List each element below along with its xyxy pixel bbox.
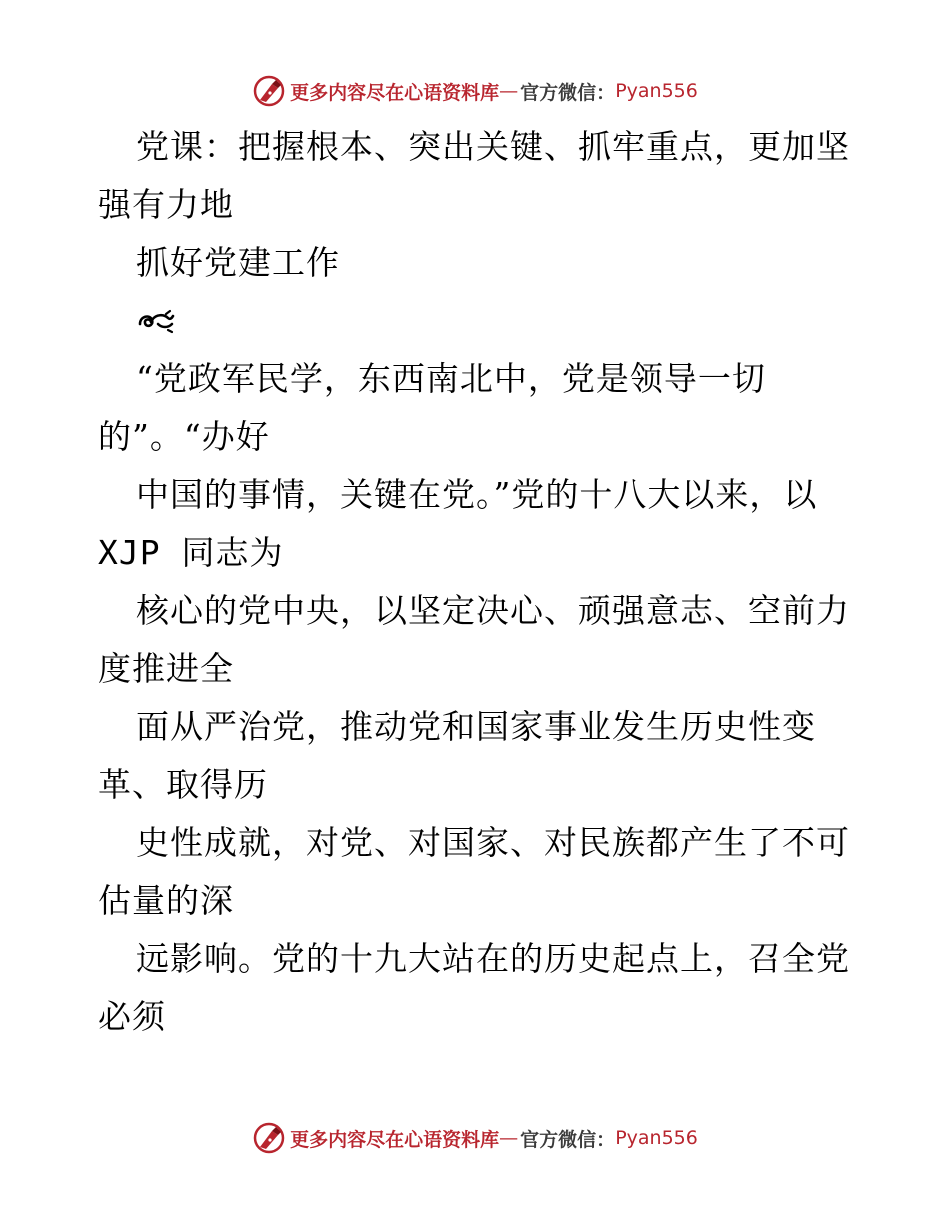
flourish-row bbox=[98, 292, 858, 350]
title-line-1: 党课：把握根本、突出关键、抓牢重点，更加坚 bbox=[136, 127, 850, 166]
paragraph-line-8: 革、取得历 bbox=[98, 765, 268, 804]
paragraph-line-2: 的”。“办好 bbox=[98, 417, 270, 456]
flourish-ornament-icon bbox=[136, 308, 176, 334]
pen-nib-logo-icon bbox=[252, 1121, 286, 1155]
banner-dash: — bbox=[499, 80, 519, 102]
paragraph-line-7: 面从严治党，推动党和国家事业发生历史性变 bbox=[136, 707, 816, 746]
paragraph-line-1: “党政军民学，东西南北中，党是领导一切 bbox=[136, 359, 766, 398]
banner-wechat-label: 官方微信： bbox=[520, 81, 616, 104]
paragraph-line-6: 度推进全 bbox=[98, 649, 234, 688]
banner-text: 更多内容尽在心语资料库 bbox=[290, 81, 500, 104]
paragraph-line-4: XJP 同志为 bbox=[98, 533, 284, 572]
title-line-3: 抓好党建工作 bbox=[136, 243, 340, 282]
header-banner bbox=[0, 71, 950, 111]
paragraph-line-11: 远影响。党的十九大站在的历史起点上，召全党 bbox=[136, 939, 850, 978]
title-line-2: 强有力地 bbox=[98, 185, 234, 224]
paragraph-line-5: 核心的党中央，以坚定决心、顽强意志、空前力 bbox=[136, 591, 850, 630]
banner-wechat-label: 官方微信： bbox=[520, 1128, 616, 1151]
paragraph-line-12: 必须 bbox=[98, 997, 166, 1036]
banner-wechat-id: Pyan556 bbox=[615, 80, 698, 102]
pen-nib-logo-icon bbox=[252, 74, 286, 108]
document-body bbox=[98, 118, 858, 1046]
banner-dash: — bbox=[499, 1127, 519, 1149]
footer-banner bbox=[0, 1118, 950, 1158]
paragraph-line-3: 中国的事情，关键在党。”党的十八大以来，以 bbox=[136, 475, 818, 514]
banner-wechat-id: Pyan556 bbox=[615, 1127, 698, 1149]
paragraph-line-10: 估量的深 bbox=[98, 881, 234, 920]
banner-text: 更多内容尽在心语资料库 bbox=[290, 1128, 500, 1151]
paragraph-line-9: 史性成就，对党、对国家、对民族都产生了不可 bbox=[136, 823, 850, 862]
